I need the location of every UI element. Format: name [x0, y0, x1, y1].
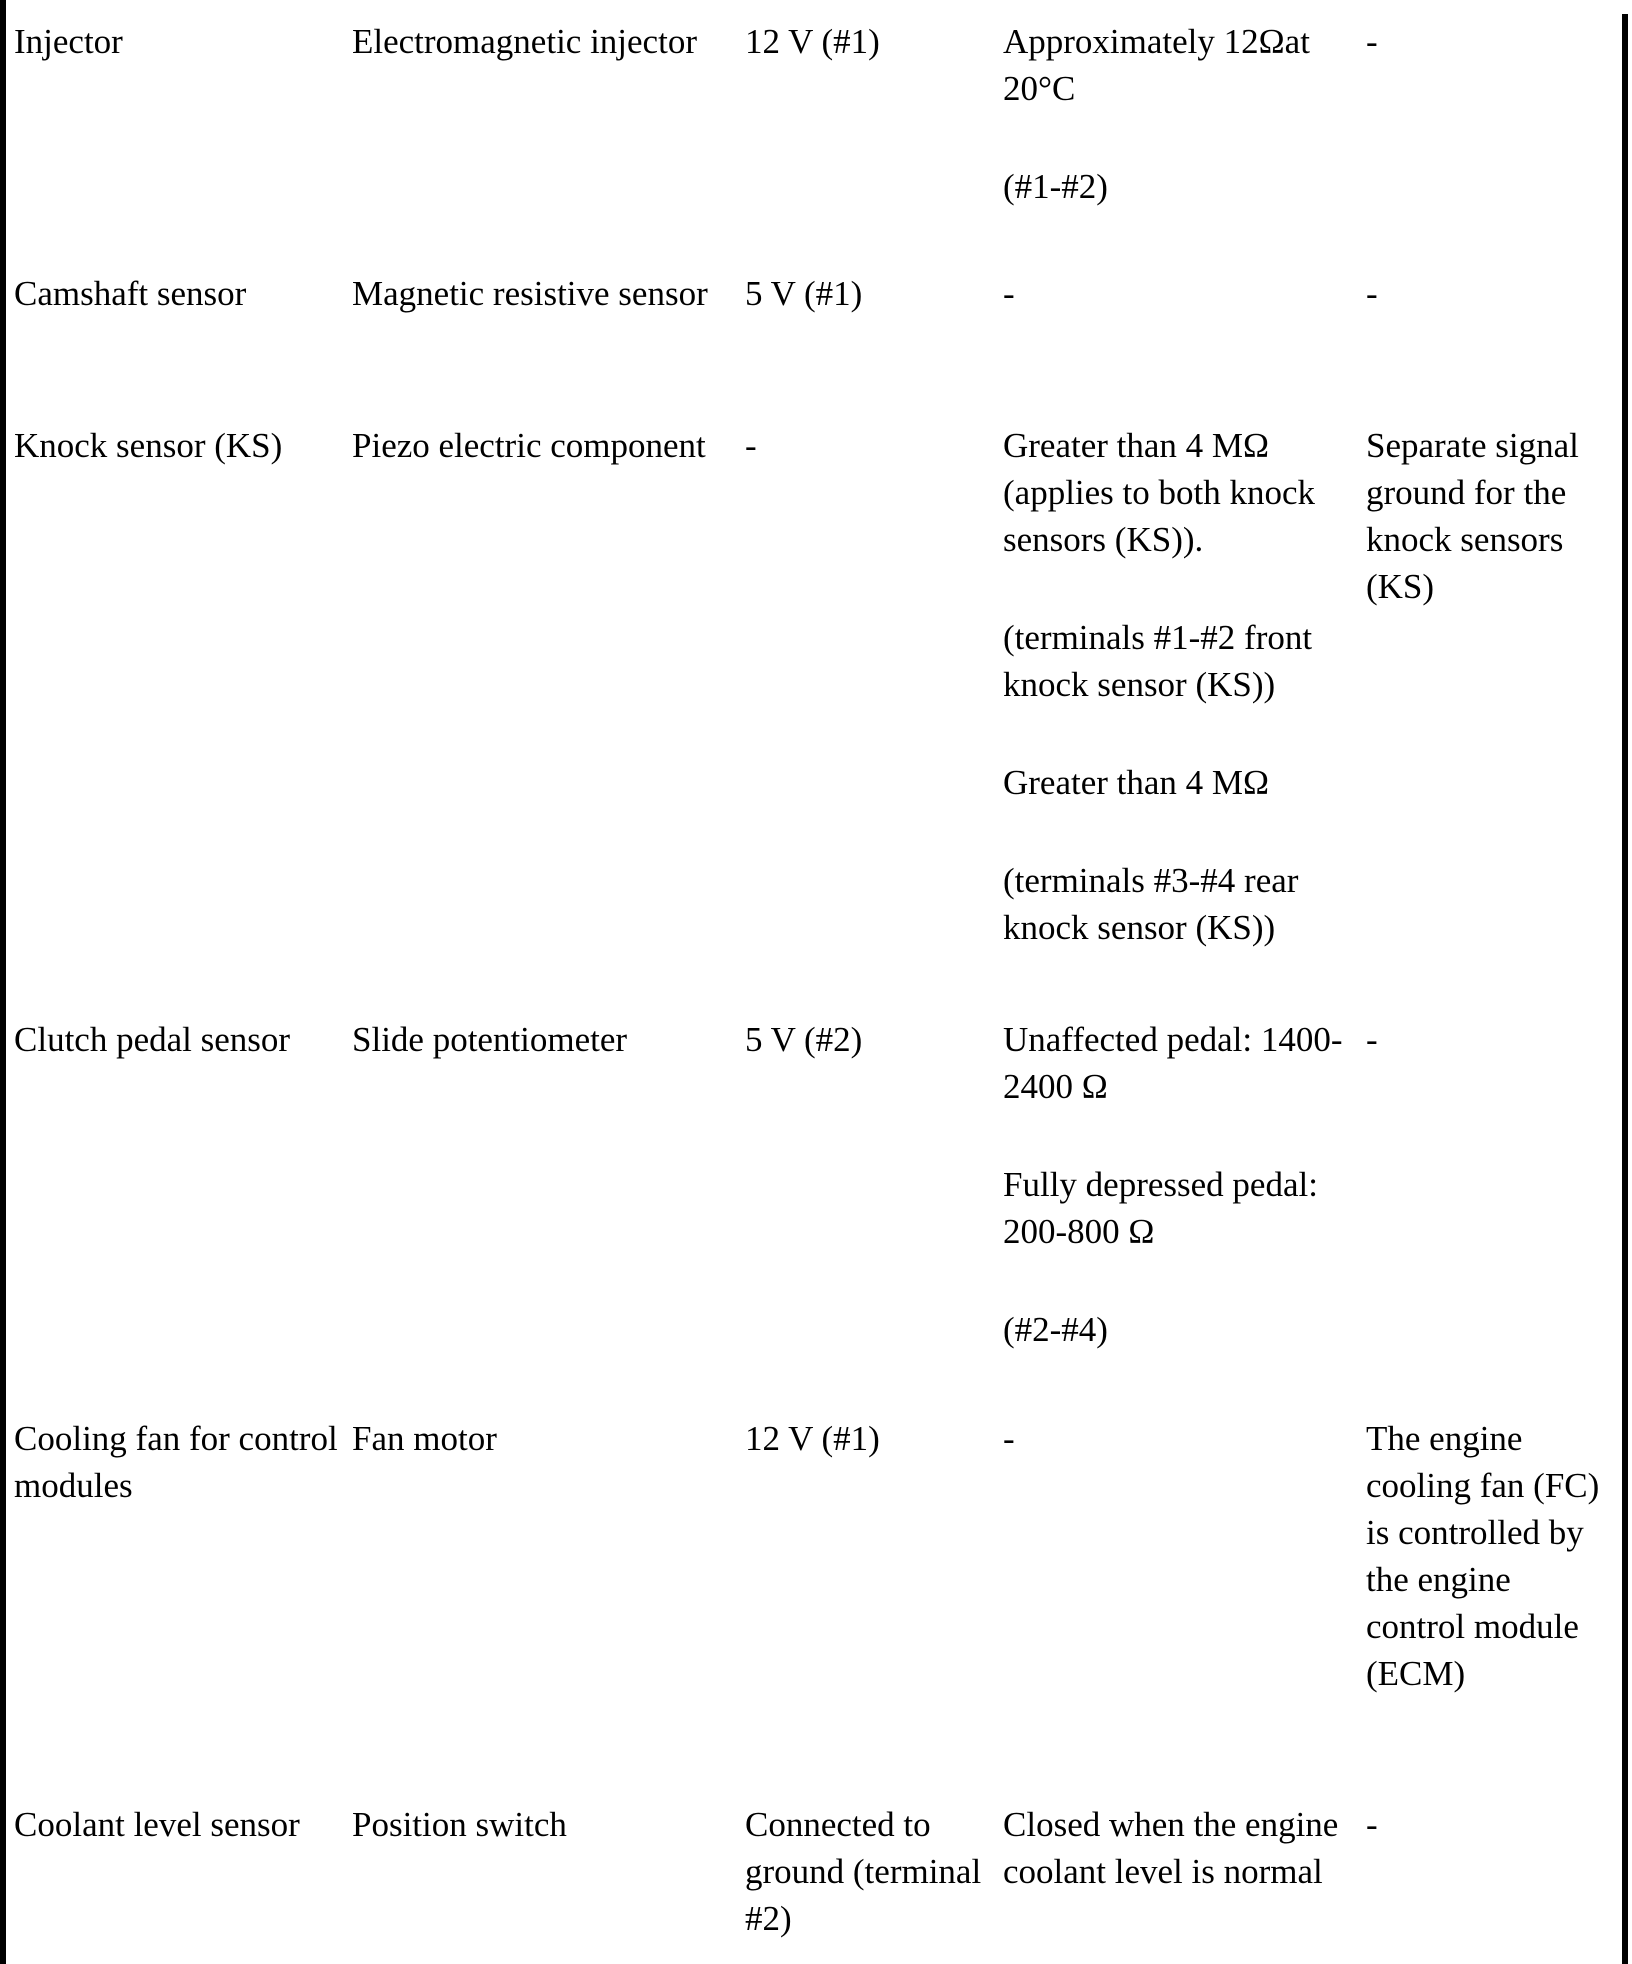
- table-border-left: [0, 0, 6, 1964]
- type-cell: Position switch: [352, 1805, 567, 1844]
- component-cell: Cooling fan for control modules: [14, 1419, 338, 1505]
- component-cell: Clutch pedal sensor: [14, 1020, 291, 1059]
- supply-cell: Connected to ground (terminal #2): [745, 1805, 982, 1938]
- resistance-line: -: [1003, 1419, 1015, 1458]
- resistance-line: (#2-#4): [1003, 1310, 1108, 1349]
- resistance-line: Approximately 12Ωat 20°C: [1003, 22, 1310, 108]
- supply-cell: 12 V (#1): [745, 22, 880, 61]
- resistance-line: (terminals #3-#4 rear knock sensor (KS)): [1003, 861, 1299, 947]
- resistance-cell: [1003, 270, 1363, 317]
- type-cell: Magnetic resistive sensor: [352, 274, 708, 313]
- note-cell: Separate signal ground for the knock sensors (KS): [1366, 426, 1579, 606]
- resistance-line: Unaffected pedal: 1400-2400 Ω: [1003, 1020, 1343, 1106]
- resistance-cell: [1003, 1016, 1363, 1353]
- component-cell: Injector: [14, 22, 123, 61]
- resistance-line: Closed when the engine coolant level is normal: [1003, 1805, 1339, 1891]
- note-cell: -: [1366, 274, 1378, 313]
- resistance-cell: [1003, 1801, 1363, 1895]
- note-cell: The engine cooling fan (FC) is controlled by the engine control module (ECM): [1366, 1419, 1600, 1693]
- supply-cell: 12 V (#1): [745, 1419, 880, 1458]
- type-cell: Fan motor: [352, 1419, 497, 1458]
- resistance-cell: [1003, 18, 1363, 210]
- type-cell: Slide potentiometer: [352, 1020, 628, 1059]
- supply-cell: 5 V (#2): [745, 1020, 863, 1059]
- supply-cell: -: [745, 426, 757, 465]
- note-cell: -: [1366, 1805, 1378, 1844]
- resistance-line: Fully depressed pedal: 200-800 Ω: [1003, 1165, 1318, 1251]
- table-border-right: [1622, 14, 1628, 1964]
- component-cell: Coolant level sensor: [14, 1805, 300, 1844]
- supply-cell: 5 V (#1): [745, 274, 863, 313]
- resistance-line: (terminals #1-#2 front knock sensor (KS)): [1003, 618, 1313, 704]
- component-cell: Knock sensor (KS): [14, 426, 283, 465]
- resistance-line: -: [1003, 274, 1015, 313]
- resistance-line: Greater than 4 MΩ (applies to both knock sensors (KS)).: [1003, 426, 1316, 559]
- component-cell: Camshaft sensor: [14, 274, 247, 313]
- note-cell: -: [1366, 1020, 1378, 1059]
- type-cell: Piezo electric component: [352, 426, 706, 465]
- resistance-line: Greater than 4 MΩ: [1003, 763, 1270, 802]
- resistance-cell: [1003, 1415, 1363, 1462]
- resistance-line: (#1-#2): [1003, 167, 1108, 206]
- resistance-cell: [1003, 422, 1363, 951]
- note-cell: -: [1366, 22, 1378, 61]
- type-cell: Electromagnetic injector: [352, 22, 697, 61]
